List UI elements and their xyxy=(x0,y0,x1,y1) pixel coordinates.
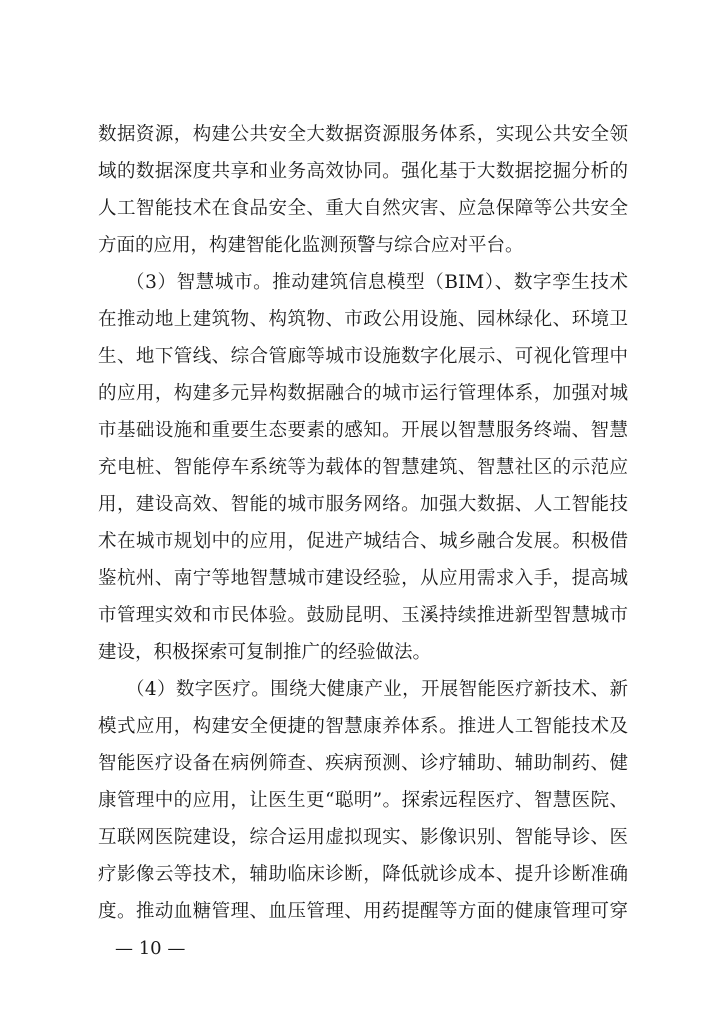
text-line: 疗影像云等技术，辅助临床诊断，降低就诊成本、提升诊断准确 xyxy=(98,864,628,885)
page-number: — 10 — xyxy=(115,938,186,959)
text-line: 人工智能技术在食品安全、重大自然灾害、应急保障等公共安全 xyxy=(98,198,628,219)
text-line: 市基础设施和重要生态要素的感知。开展以智慧服务终端、智慧 xyxy=(98,420,628,441)
text-line: 智能医疗设备在病例筛查、疾病预测、诊疗辅助、辅助制药、健 xyxy=(98,753,628,774)
text-line: 建设，积极探索可复制推广的经验做法。 xyxy=(98,642,432,663)
text-line: 康管理中的应用，让医生更“聪明”。探索远程医疗、智慧医院、 xyxy=(98,790,628,811)
text-line: 充电桩、智能停车系统等为载体的智慧建筑、智慧社区的示范应 xyxy=(98,457,628,478)
text-line: 方面的应用，构建智能化监测预警与综合应对平台。 xyxy=(98,235,524,256)
text-line: 术在城市规划中的应用，促进产城结合、城乡融合发展。积极借 xyxy=(98,531,628,552)
text-line: 互联网医院建设，综合运用虚拟现实、影像识别、智能导诊、医 xyxy=(98,827,628,848)
paragraph-heading-smart-city: （3）智慧城市。推动建筑信息模型（BIM）、数字孪生技术 xyxy=(126,272,628,293)
text-line: 的应用，构建多元异构数据融合的城市运行管理体系，加强对城 xyxy=(98,383,628,404)
text-line: 市管理实效和市民体验。鼓励昆明、玉溪持续推进新型智慧城市 xyxy=(98,605,628,626)
text-line: 域的数据深度共享和业务高效协同。强化基于大数据挖掘分析的 xyxy=(98,161,628,182)
text-line: 鉴杭州、南宁等地智慧城市建设经验，从应用需求入手，提高城 xyxy=(98,568,628,589)
text-line: 在推动地上建筑物、构筑物、市政公用设施、园林绿化、环境卫 xyxy=(98,309,628,330)
text-line: 生、地下管线、综合管廊等城市设施数字化展示、可视化管理中 xyxy=(98,346,628,367)
text-line: 模式应用，构建安全便捷的智慧康养体系。推进人工智能技术及 xyxy=(98,716,628,737)
paragraph-heading-digital-medical: （4）数字医疗。围绕大健康产业，开展智能医疗新技术、新 xyxy=(126,679,628,700)
text-line: 数据资源，构建公共安全大数据资源服务体系，实现公共安全领 xyxy=(98,124,628,145)
text-line: 用，建设高效、智能的城市服务网络。加强大数据、人工智能技 xyxy=(98,494,628,515)
text-line: 度。推动血糖管理、血压管理、用药提醒等方面的健康管理可穿 xyxy=(98,901,628,922)
